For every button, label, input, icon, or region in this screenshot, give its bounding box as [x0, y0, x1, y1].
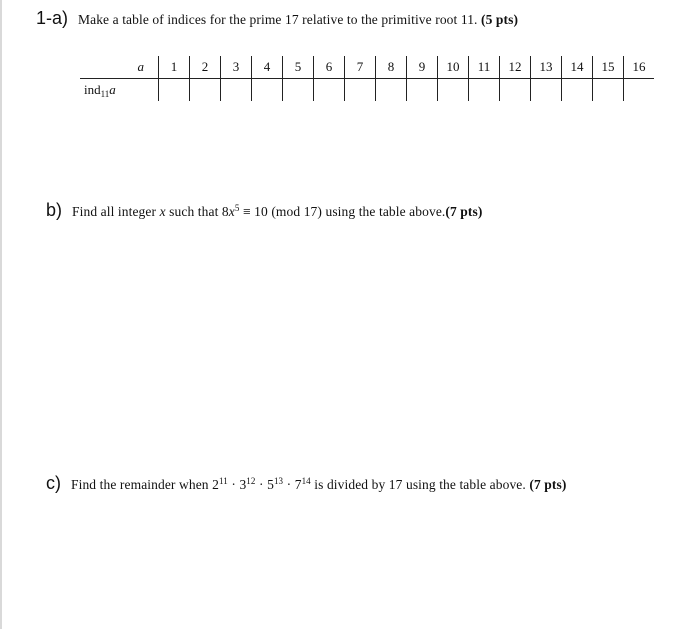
table-cell-ind	[314, 79, 345, 102]
index-table	[80, 56, 654, 101]
table-cell-a: 4	[252, 56, 283, 79]
congruence-text: ≡ 10 (mod 17) using the table above.	[242, 204, 446, 219]
question-label: b)	[46, 200, 63, 220]
table-cell-a: 2	[190, 56, 221, 79]
table-cell-a: 14	[562, 56, 593, 79]
exponent: 11	[218, 476, 228, 486]
question-label: 1-a)	[36, 8, 69, 28]
table-cell-ind	[500, 79, 531, 102]
math-expression	[212, 477, 311, 492]
table-cell-a: 7	[345, 56, 376, 79]
base: 3	[239, 477, 247, 492]
table-cell-a: 11	[469, 56, 500, 79]
table-cell-ind	[562, 79, 593, 102]
table-cell-ind	[407, 79, 438, 102]
table-cell-a: 6	[314, 56, 345, 79]
table-cell-ind	[159, 79, 190, 102]
table-row-ind	[80, 79, 654, 102]
question-text	[72, 203, 482, 220]
exponent: 13	[273, 476, 284, 486]
exponent: 5	[234, 203, 240, 213]
table-cell-a: 12	[500, 56, 531, 79]
question-text	[78, 12, 518, 28]
table-cell-ind	[283, 79, 314, 102]
table-cell-ind	[345, 79, 376, 102]
table-cell-ind	[190, 79, 221, 102]
table-cell-a: 9	[407, 56, 438, 79]
question-1a-prompt: Make a table of indices for the prime 17 relative to the primitive root 11.	[78, 12, 478, 27]
points-badge: (7 pts)	[445, 204, 483, 219]
table-cell-a: 15	[593, 56, 624, 79]
table-cell-a: 10	[438, 56, 469, 79]
ind-variable: a	[109, 81, 116, 97]
row-label-ind	[80, 79, 159, 102]
math-variable: x	[159, 204, 166, 219]
question-text	[71, 476, 566, 493]
table-cell-ind	[376, 79, 407, 102]
coefficient: 8	[221, 204, 229, 219]
exponent: 12	[246, 476, 256, 486]
math-expression	[222, 204, 240, 219]
math-variable: x	[228, 204, 235, 219]
points-badge: (5 pts)	[481, 12, 519, 27]
table-cell-ind	[252, 79, 283, 102]
table-cell-a: 16	[624, 56, 655, 79]
table-cell-ind	[593, 79, 624, 102]
text-segment: Find the remainder when	[71, 477, 209, 492]
ind-subscript: 11	[100, 88, 110, 99]
base: 5	[267, 477, 274, 492]
row-label-a: a	[80, 56, 159, 79]
table-cell-ind	[221, 79, 252, 102]
base: 2	[212, 477, 219, 492]
question-label: c)	[46, 473, 61, 493]
table-cell-a: 3	[221, 56, 252, 79]
text-segment: is divided by 17 using the table above.	[314, 477, 526, 492]
question-1a	[36, 8, 680, 29]
table-row-a	[80, 56, 654, 79]
table-cell-a: 13	[531, 56, 562, 79]
table-cell-a: 5	[283, 56, 314, 79]
question-1b	[46, 200, 680, 221]
question-1c	[46, 473, 680, 494]
table-cell-ind	[624, 79, 655, 102]
page-left-edge	[0, 0, 2, 629]
ind-label: ind	[84, 81, 101, 97]
dot-operator: ·	[231, 477, 236, 492]
table-cell-a: 8	[376, 56, 407, 79]
dot-operator: ·	[258, 477, 264, 492]
base: 7	[294, 477, 302, 492]
points-badge: (7 pts)	[529, 477, 567, 492]
table-cell-ind	[469, 79, 500, 102]
dot-operator: ·	[286, 477, 292, 492]
table-cell-a: 1	[159, 56, 190, 79]
text-segment: such that	[169, 204, 219, 219]
text-segment: Find all integer	[72, 204, 157, 219]
table-cell-ind	[438, 79, 469, 102]
exponent: 14	[301, 476, 311, 486]
table-cell-ind	[531, 79, 562, 102]
